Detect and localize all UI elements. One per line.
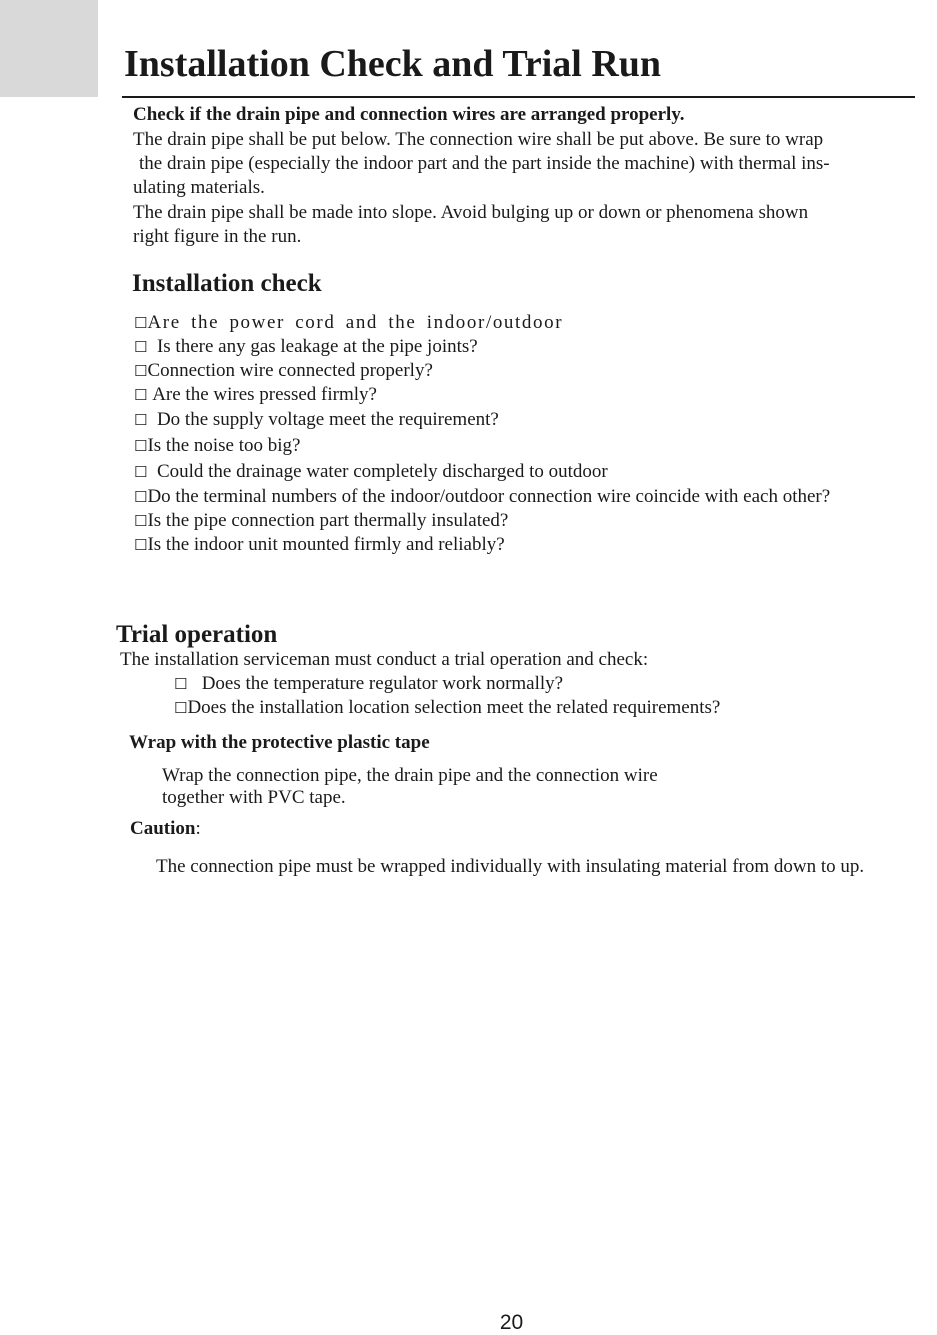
installation-check-heading: Installation check bbox=[132, 270, 322, 297]
drain-paragraph-line: the drain pipe (especially the indoor part and the part inside the machine) with thermal ins- bbox=[139, 153, 830, 174]
drain-paragraph-line: right figure in the run. bbox=[133, 226, 302, 247]
drain-paragraph-line: The drain pipe shall be made into slope. Avoid bulging up or down or phenomena shown bbox=[133, 202, 809, 223]
checklist-item-label: Could the drainage water completely discharged to outdoor bbox=[156, 461, 608, 482]
checkbox-icon: ☐ bbox=[134, 411, 148, 429]
checkbox-icon: ☐ bbox=[134, 386, 148, 404]
checklist-item bbox=[174, 672, 563, 696]
checklist-item bbox=[134, 335, 478, 359]
checklist-item-label: Is the indoor unit mounted firmly and reliably? bbox=[147, 534, 505, 555]
checklist-item bbox=[134, 434, 300, 458]
checklist-item-label: Is there any gas leakage at the pipe joints? bbox=[156, 336, 478, 357]
checklist-item-label: Does the temperature regulator work normally? bbox=[201, 673, 564, 694]
checkbox-icon: ☐ bbox=[134, 314, 148, 332]
caution-colon: : bbox=[195, 818, 201, 839]
checkbox-icon: ☐ bbox=[134, 437, 148, 455]
checklist-item-label: Is the pipe connection part thermally insulated? bbox=[147, 510, 509, 531]
checklist-item bbox=[134, 359, 433, 383]
checklist-item bbox=[134, 485, 830, 509]
checklist-item bbox=[134, 509, 508, 533]
caution-label: Caution bbox=[130, 818, 196, 839]
checklist-item bbox=[134, 408, 499, 432]
wrap-paragraph-line: together with PVC tape. bbox=[162, 787, 346, 808]
checklist-item bbox=[134, 311, 563, 335]
page-number: 20 bbox=[499, 1311, 524, 1334]
checkbox-icon: ☐ bbox=[134, 338, 148, 356]
drain-paragraph-line: The drain pipe shall be put below. The connection wire shall be put above. Be sure to wrap bbox=[133, 129, 824, 150]
page-title: Installation Check and Trial Run bbox=[124, 43, 662, 85]
checklist-item-label: Does the installation location selection meet the related requirements? bbox=[187, 697, 721, 718]
trial-operation-heading: Trial operation bbox=[116, 621, 278, 648]
title-divider bbox=[122, 96, 915, 98]
checklist-item-label: Do the supply voltage meet the requirement? bbox=[156, 409, 499, 430]
caution-text: The connection pipe must be wrapped individually with insulating material from down to up. bbox=[156, 856, 865, 877]
checkbox-icon: ☐ bbox=[134, 536, 148, 554]
checklist-item bbox=[174, 696, 720, 720]
checklist-item-label: Do the terminal numbers of the indoor/outdoor connection wire coincide with each other? bbox=[147, 486, 831, 507]
checkbox-icon: ☐ bbox=[134, 362, 148, 380]
checklist-item-label: Is the noise too big? bbox=[147, 435, 301, 456]
checklist-item-label: Are the power cord and the indoor/outdoor bbox=[147, 312, 564, 333]
checkbox-icon: ☐ bbox=[174, 699, 188, 717]
checkbox-icon: ☐ bbox=[174, 675, 188, 693]
drain-section-heading: Check if the drain pipe and connection wires are arranged properly. bbox=[133, 104, 685, 125]
corner-tab-decoration bbox=[0, 0, 98, 97]
checklist-item bbox=[134, 460, 608, 484]
checkbox-icon: ☐ bbox=[134, 488, 148, 506]
caution-heading bbox=[130, 817, 201, 841]
checklist-item-label: Connection wire connected properly? bbox=[147, 360, 433, 381]
checkbox-icon: ☐ bbox=[134, 512, 148, 530]
drain-paragraph-line: ulating materials. bbox=[133, 177, 265, 198]
trial-operation-intro: The installation serviceman must conduct a trial operation and check: bbox=[120, 649, 649, 670]
checkbox-icon: ☐ bbox=[134, 463, 148, 481]
checklist-item-label: Are the wires pressed firmly? bbox=[152, 384, 377, 405]
checklist-item bbox=[134, 383, 377, 407]
checklist-item bbox=[134, 533, 505, 557]
wrap-section-heading: Wrap with the protective plastic tape bbox=[129, 732, 430, 753]
wrap-paragraph-line: Wrap the connection pipe, the drain pipe and the connection wire bbox=[162, 765, 658, 786]
